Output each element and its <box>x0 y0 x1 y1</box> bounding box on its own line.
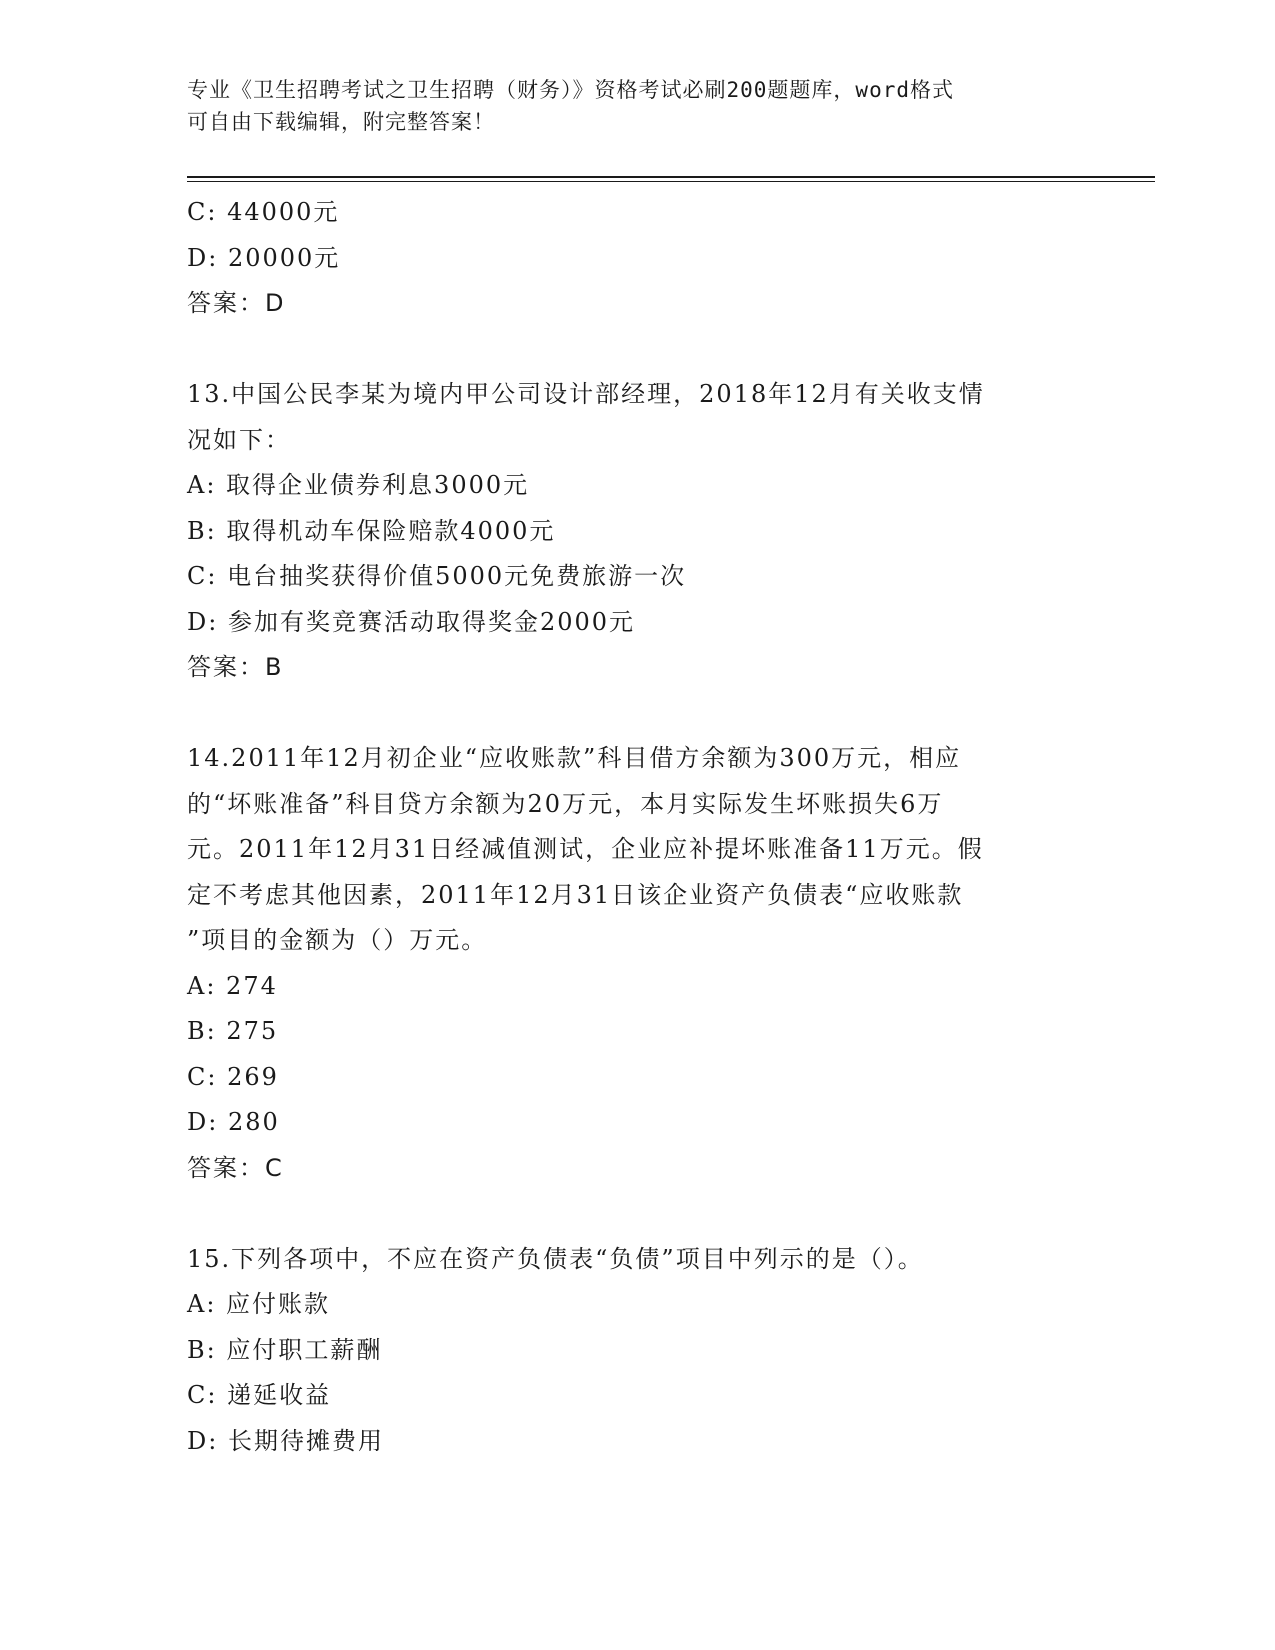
option-d: D: 280 <box>187 1108 280 1136</box>
question-content <box>187 190 1087 1464</box>
option-d: D: 参加有奖竞赛活动取得奖金2000元 <box>187 607 636 636</box>
option-b: B: 应付职工薪酬 <box>187 1335 383 1364</box>
option-c: C: 递延收益 <box>187 1381 332 1409</box>
question-stem-line: ”项目的金额为（）万元。 <box>187 926 488 954</box>
option-a: A: 274 <box>187 971 278 1000</box>
option-a: A: 应付账款 <box>187 1290 331 1318</box>
spacer <box>187 1191 1087 1237</box>
question-stem-line: 13.中国公民李某为境内甲公司设计部经理，2018年12月有关收支情 <box>187 380 985 408</box>
option-d: D: 长期待摊费用 <box>187 1426 384 1455</box>
document-header <box>187 74 1067 138</box>
answer-line: 答案：B <box>187 653 284 681</box>
header-divider-thin <box>187 181 1155 182</box>
spacer <box>187 691 1087 737</box>
question-stem-line: 况如下： <box>187 425 291 454</box>
header-line-2: 可自由下载编辑，附完整答案！ <box>187 110 495 134</box>
question-15 <box>187 1237 1087 1465</box>
option-b: B: 275 <box>187 1017 279 1045</box>
question-12-tail <box>187 190 1087 327</box>
question-14 <box>187 736 1087 1191</box>
option-c: C: 电台抽奖获得价值5000元免费旅游一次 <box>187 562 687 590</box>
option-c: C: 44000元 <box>187 198 340 226</box>
option-c: C: 269 <box>187 1062 279 1091</box>
header-divider-thick <box>187 176 1155 178</box>
spacer <box>187 327 1087 373</box>
question-stem-line: 14.2011年12月初企业“应收账款”科目借方余额为300万元，相应 <box>187 744 962 772</box>
question-13 <box>187 372 1087 691</box>
question-stem-line: 定不考虑其他因素，2011年12月31日该企业资产负债表“应收账款 <box>187 880 964 909</box>
answer-line: 答案：D <box>187 289 286 317</box>
answer-line: 答案：C <box>187 1153 284 1182</box>
question-stem-line: 的“坏账准备”科目贷方余额为20万元，本月实际发生坏账损失6万 <box>187 789 944 818</box>
question-stem-line: 15.下列各项中，不应在资产负债表“负债”项目中列示的是（）。 <box>187 1244 924 1273</box>
question-stem-line: 元。2011年12月31日经减值测试，企业应补提坏账准备11万元。假 <box>187 835 984 863</box>
option-b: B: 取得机动车保险赔款4000元 <box>187 516 556 545</box>
option-d: D: 20000元 <box>187 243 341 272</box>
option-a: A: 取得企业债券利息3000元 <box>187 471 530 499</box>
header-line-1: 专业《卫生招聘考试之卫生招聘（财务）》资格考试必刷200题题库，word格式 <box>187 78 954 102</box>
